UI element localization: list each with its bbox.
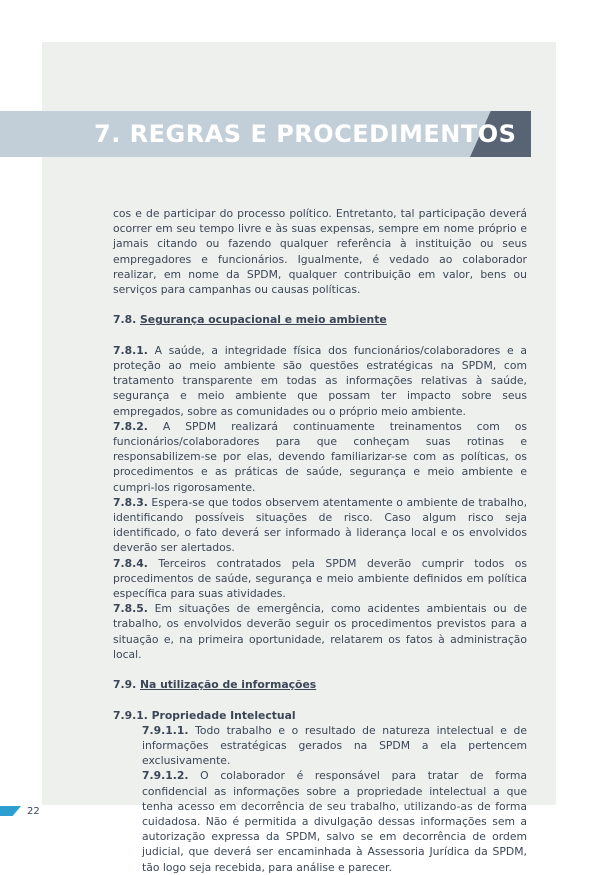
item-7-8-2: 7.8.2. A SPDM realizará continuamente treinamentos com os funcionários/colaboradores para que conheçam suas rotinas e responsabilizem-se por elas, devendo familiarizar-se com as políticas, os procedimentos e as práticas de saúde, segurança e meio ambiente e cumpri-los rigorosamente. [113, 419, 527, 494]
chapter-title: 7. REGRAS E PROCEDIMENTOS [94, 120, 517, 148]
item-7-8-3: 7.8.3. Espera-se que todos observem atentamente o ambiente de trabalho, identificando possíveis situações de risco. Caso algum risco seja identificado, o fato deverá ser informado à liderança local e os envolvidos deverão ser alertados. [113, 495, 528, 555]
page-number-tab [0, 806, 21, 816]
item-7-8-5: 7.8.5. Em situações de emergência, como acidentes ambientais ou de trabalho, os envolvidos deverão seguir os procedimentos previstos para a situação e, na primeira oportunidade, relatarem os fatos à administração local. [113, 602, 527, 661]
subheading-7-9-1: 7.9.1. Propriedade Intelectual [113, 708, 296, 722]
intro-paragraph: cos e de participar do processo político. Entretanto, tal participação deverá ocorrer em seu tempo livre e às suas expensas, sempre em nome próprio e jamais citando ou fazendo qualquer referência à instituição ou seus empregadores e funcionários. Igualmente, é vedado ao colaborador realizar, em nome da SPDM, qualquer contribuição em valor, bens ou serviços para campanhas ou causas políticas. [113, 207, 527, 297]
item-7-9-1-1: 7.9.1.1. Todo trabalho e o resultado de natureza intelectual e de informações estratégicas gerados na SPDM a ela pertencem exclusivamente. [142, 723, 527, 768]
page-content [113, 206, 527, 875]
item-7-9-1-2: 7.9.1.2. O colaborador é responsável para tratar de forma confidencial as informações sobre a propriedade intelectual a que tenha acesso em decorrência de seu trabalho, utilizando-as de forma cuidadosa. Não é permitida a divulgação dessas informações sem a autorização expressa da SPDM, salvo se em decorrência de ordem judicial, que deverá ser encaminhada à Assessoria Jurídica da SPDM, tão logo seja recebida, para análise e parecer. [142, 769, 528, 874]
section-heading-7-9: 7.9. Na utilização de informações [113, 678, 317, 692]
item-7-8-1: 7.8.1. A saúde, a integridade física dos funcionários/colaboradores e a proteção ao meio ambiente são questões estratégicas na SPDM, com tratamento transparente em todas as informações relativas à saúde, segurança e meio ambiente que possam ter impacto sobre seus empregados, sobre as comunidades ou o próprio meio ambiente. [113, 343, 527, 418]
section-heading-7-8: 7.8. Segurança ocupacional e meio ambiente [113, 313, 387, 327]
item-7-8-4: 7.8.4. Terceiros contratados pela SPDM deverão cumprir todos os procedimentos de saúde, segurança e meio ambiente definidos em política específica para suas atividades. [113, 556, 527, 601]
page-number: 22 [27, 806, 40, 817]
